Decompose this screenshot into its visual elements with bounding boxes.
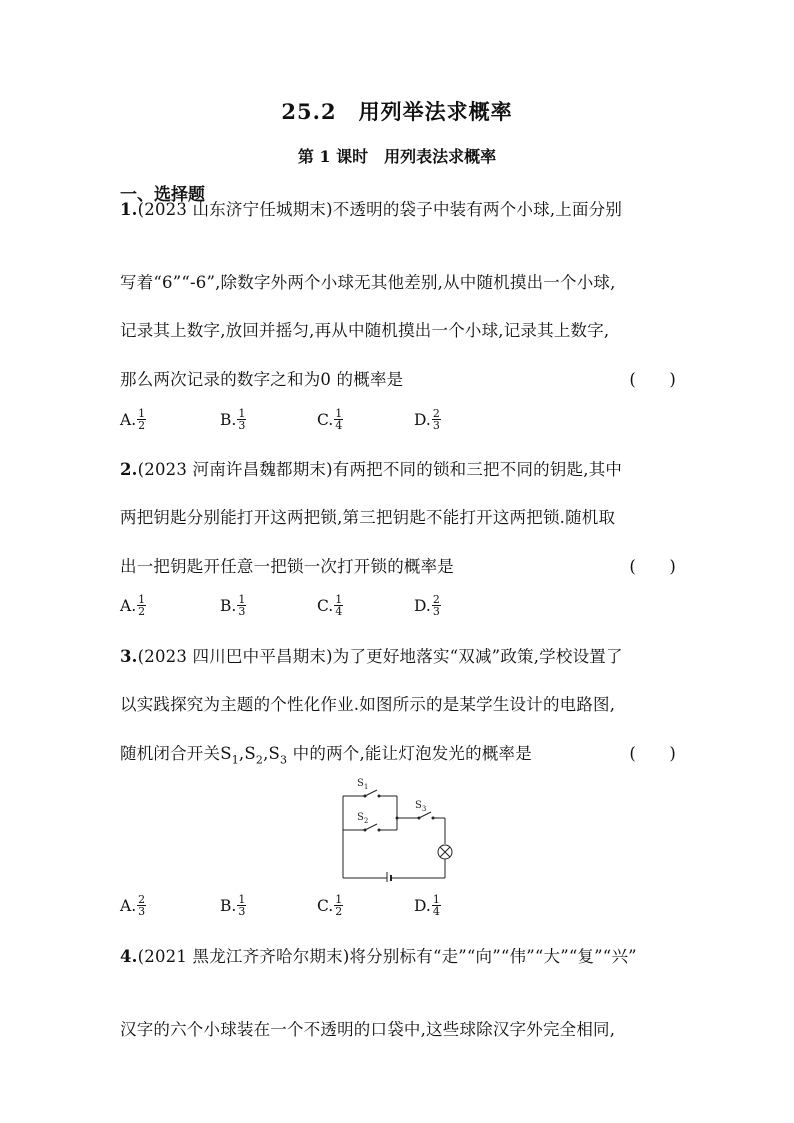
q1-option-d: D. $\frac{2}{3}$ [414, 407, 440, 432]
q1-option-c: C. $\frac{1}{4}$ [317, 407, 343, 432]
q3-option-a: A. $\frac{2}{3}$ [120, 893, 146, 918]
q3-options [120, 894, 676, 926]
section-heading: 一、选择题 [120, 185, 205, 205]
q3-option-c: C. $\frac{1}{2}$ [317, 893, 343, 918]
fraction: $\frac{2}{3}$ [138, 893, 146, 918]
q3-option-d: D. $\frac{1}{4}$ [414, 893, 440, 918]
fraction: $\frac{2}{3}$ [432, 593, 440, 618]
s3-label: $S_3$ [415, 800, 427, 813]
fraction: $\frac{1}{3}$ [238, 407, 246, 432]
fraction: $\frac{1}{3}$ [238, 893, 246, 918]
q2-option-b: B. $\frac{1}{3}$ [220, 593, 246, 618]
q4-line-1: 4.(2021 黑龙江齐齐哈尔期末)将分别标有“走”“向”“伟”“大”“复”“兴” [120, 947, 637, 966]
q2-option-a: A. $\frac{1}{2}$ [120, 593, 146, 618]
q3-line-1: 3.(2023 四川巴中平昌期末)为了更好地落实“双减”政策,学校设置了 [120, 647, 623, 666]
q1-line-4: 那么两次记录的数字之和为0 的概率是 ( ) [120, 366, 676, 390]
q1-option-a: A. $\frac{1}{2}$ [120, 407, 146, 432]
q2-option-d: D. $\frac{2}{3}$ [414, 593, 440, 618]
page-title: 25.2 用列举法求概率 [281, 99, 513, 124]
q1-line-1: 1.(2023 山东济宁任城期末)不透明的袋子中装有两个小球,上面分别 [120, 200, 623, 219]
q3-line-3: 随机闭合开关$S_1,S_2,S_3$ 中的两个,能让灯泡发光的概率是 ( ) [120, 740, 676, 766]
q3-answer-blank: ( ) [629, 744, 676, 763]
q1-line-3: 记录其上数字,放回并摇匀,再从中随机摸出一个小球,记录其上数字, [120, 321, 610, 340]
q2-option-c: C. $\frac{1}{4}$ [317, 593, 343, 618]
fraction: $\frac{1}{2}$ [335, 893, 343, 918]
fraction: $\frac{1}{2}$ [138, 593, 146, 618]
q2-line-2: 两把钥匙分别能打开这两把锁,第三把钥匙不能打开这两把锁.随机取 [120, 508, 616, 527]
s2-label: $S_2$ [357, 812, 369, 825]
lesson-subtitle: 第 1 课时 用列表法求概率 [297, 147, 497, 166]
q1-options [120, 408, 676, 440]
q1-line-2: 写着“6”“-6”,除数字外两个小球无其他差别,从中随机摸出一个小球, [120, 273, 616, 292]
q2-line-1: 2.(2023 河南许昌魏都期末)有两把不同的锁和三把不同的钥匙,其中 [120, 460, 623, 479]
fraction: $\frac{1}{4}$ [432, 893, 440, 918]
q1-number: 1. [120, 200, 138, 219]
fraction: $\frac{1}{2}$ [138, 407, 146, 432]
fraction: $\frac{1}{4}$ [335, 407, 343, 432]
q2-options [120, 594, 676, 626]
q1-answer-blank: ( ) [629, 370, 676, 389]
q4-number: 4. [120, 947, 138, 966]
q1-option-b: B. $\frac{1}{3}$ [220, 407, 246, 432]
q2-answer-blank: ( ) [629, 557, 676, 576]
q4-line-2: 汉字的六个小球装在一个不透明的口袋中,这些球除汉字外完全相同, [120, 1020, 616, 1039]
q3-number: 3. [120, 647, 138, 666]
fraction: $\frac{1}{4}$ [335, 593, 343, 618]
circuit-diagram [335, 772, 465, 882]
q2-line-3: 出一把钥匙开任意一把锁一次打开锁的概率是 ( ) [120, 553, 676, 577]
fraction: $\frac{1}{3}$ [238, 593, 246, 618]
q3-line-2: 以实践探究为主题的个性化作业.如图所示的是某学生设计的电路图, [120, 695, 616, 714]
fraction: $\frac{2}{3}$ [432, 407, 440, 432]
s1-label: $S_1$ [357, 778, 369, 791]
q2-number: 2. [120, 460, 138, 479]
q3-option-b: B. $\frac{1}{3}$ [220, 893, 246, 918]
